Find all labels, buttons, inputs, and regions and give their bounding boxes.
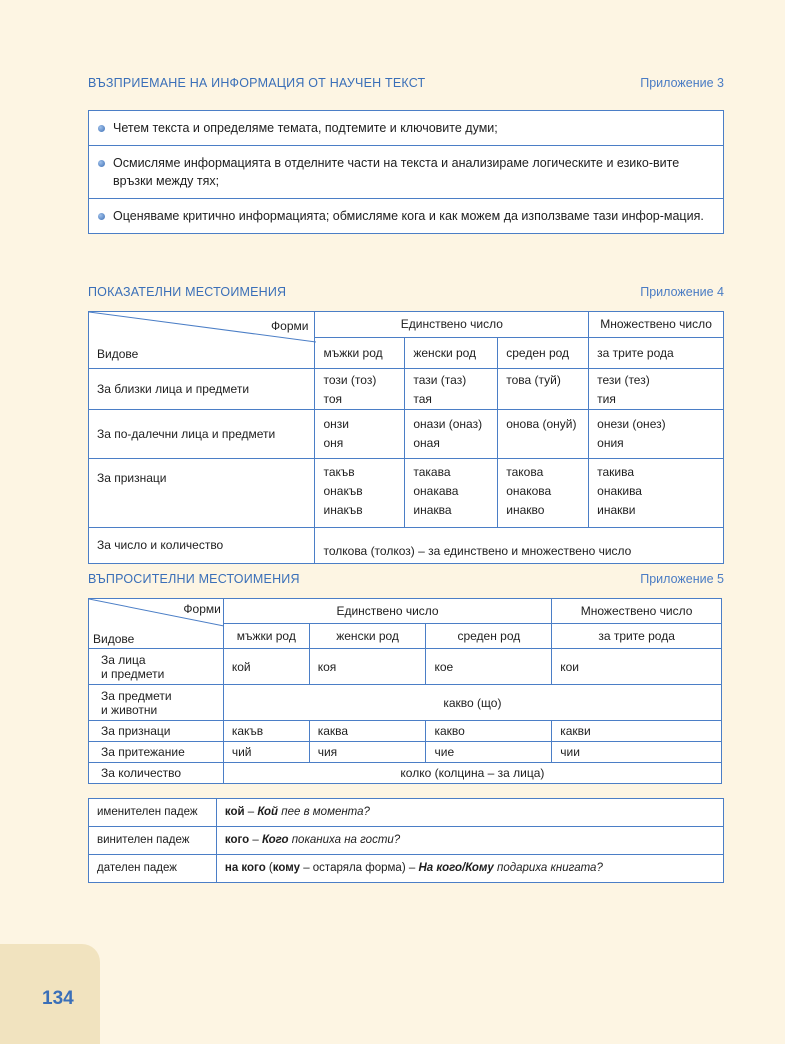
table-row [89, 459, 724, 528]
form-text: това (туй) [506, 373, 561, 387]
table-row [89, 649, 722, 685]
table-row [89, 763, 722, 784]
bullet-item [89, 146, 723, 199]
table-cell [315, 410, 405, 459]
table-row [89, 369, 724, 410]
table-cell [589, 369, 724, 410]
table-cell: какви [552, 721, 722, 742]
form-text: онова (онуй) [506, 417, 577, 431]
form-text: тоя [323, 392, 343, 406]
form-text: такъв [323, 465, 355, 479]
kinds-label: Видове [97, 347, 139, 361]
demonstrative-pronouns-table [88, 311, 724, 564]
kinds-label: Видове [93, 632, 135, 646]
gender-header: за трите рода [589, 338, 724, 369]
table-cell [315, 459, 405, 528]
section1-appendix: Приложение 3 [640, 76, 724, 90]
row-label: За количество [89, 763, 224, 784]
page-number: 134 [42, 988, 74, 1009]
table-cell: чий [223, 742, 309, 763]
case-example [216, 827, 723, 855]
bullet-item [89, 199, 723, 233]
table-row [89, 721, 722, 742]
case-name: дателен падеж [89, 855, 217, 883]
example-text: подариха книгата? [493, 862, 603, 874]
form-text: онакъв [323, 484, 363, 498]
plural-header: Множествено число [589, 312, 724, 338]
plural-header: Множествено число [552, 599, 722, 624]
table-cell [405, 459, 498, 528]
example-bold: На кого/Кому [418, 862, 494, 874]
form-text: онакова [506, 484, 552, 498]
count-value: толкова (толкоз) – за единствено и множествено число [315, 528, 724, 564]
text: ( [265, 862, 273, 874]
row-label [89, 685, 224, 721]
row-label: За по-далечни лица и предмети [89, 410, 315, 459]
table-cell: какво [426, 721, 552, 742]
table-cell: кои [552, 649, 722, 685]
example-bold: Кой [257, 806, 279, 818]
row-label: За притежание [89, 742, 224, 763]
example-text: пее в момента? [278, 806, 370, 818]
table-cell [315, 369, 405, 410]
form-text: инакви [597, 503, 636, 517]
example-text: поканиха на гости? [288, 834, 401, 846]
case-example [216, 799, 723, 827]
form-text: такова [506, 465, 544, 479]
pronoun: кому [272, 862, 300, 874]
row-label: За признаци [89, 459, 315, 528]
table-cell: коя [309, 649, 426, 685]
case-name: именителен падеж [89, 799, 217, 827]
gender-header: за трите рода [552, 624, 722, 649]
section3-header [88, 572, 724, 590]
row-label-line: За предмети [101, 688, 172, 703]
table-row [89, 410, 724, 459]
bullet-item [89, 111, 723, 146]
form-text: тази (таз) [413, 373, 467, 387]
bullet-text: Четем текста и определяме темата, подтемите и ключовите думи; [113, 121, 498, 135]
table-row [89, 685, 722, 721]
table-cell [405, 410, 498, 459]
bullet-text: Оценяваме критично информацията; обмисляме кога и как можем да използваме тази инфор-мация. [113, 209, 704, 223]
form-text: инаква [413, 503, 452, 517]
row-label: За число и количество [89, 528, 315, 564]
table-corner-cell [89, 312, 315, 369]
pronoun: кой [224, 806, 245, 818]
form-text: онзи [323, 417, 349, 431]
form-text: онакава [413, 484, 459, 498]
table-cell: колко (колцина – за лица) [223, 763, 721, 784]
table-cell [498, 369, 589, 410]
row-label-line: и предмети [101, 666, 165, 681]
row-label: За признаци [89, 721, 224, 742]
gender-header: мъжки род [223, 624, 309, 649]
row-label-line: и животни [101, 702, 158, 717]
example-bold: Кого [261, 834, 289, 846]
bullet-icon [98, 213, 105, 220]
gender-header: женски род [405, 338, 498, 369]
table-row [89, 799, 724, 827]
form-text: такава [413, 465, 451, 479]
interrogative-pronouns-table [88, 598, 722, 784]
table-cell: кое [426, 649, 552, 685]
table-cell [405, 369, 498, 410]
dash: – [249, 834, 262, 846]
table-cell: какъв [223, 721, 309, 742]
table-cell: чия [309, 742, 426, 763]
case-example [216, 855, 723, 883]
pronoun: кого [224, 834, 250, 846]
table-corner-cell [89, 599, 224, 649]
form-text: инакъв [323, 503, 363, 517]
table-cell [589, 459, 724, 528]
bullet-text: Осмисляме информацията в отделните части на текста и анализираме логическите и езико-вите връзки между тях; [113, 156, 680, 188]
form-text: такива [597, 465, 635, 479]
table-cell [498, 410, 589, 459]
row-label-line: За лица [101, 652, 146, 667]
section3-appendix: Приложение 5 [640, 572, 724, 586]
table-cell [589, 410, 724, 459]
bullet-icon [98, 160, 105, 167]
table-cell: каква [309, 721, 426, 742]
pronoun: на кого [224, 862, 266, 874]
form-text: оная [413, 436, 440, 450]
section1-bullet-box [88, 110, 724, 234]
section1-title: ВЪЗПРИЕМАНЕ НА ИНФОРМАЦИЯ ОТ НАУЧЕН ТЕКСТ [88, 76, 426, 90]
form-text: този (тоз) [323, 373, 377, 387]
table-cell: кой [223, 649, 309, 685]
forms-label: Форми [183, 602, 221, 616]
form-text: онакива [597, 484, 642, 498]
table-cell: какво (що) [223, 685, 721, 721]
text: – остаряла форма) – [300, 862, 419, 874]
case-name: винителен падеж [89, 827, 217, 855]
cases-table [88, 798, 724, 883]
table-cell [498, 459, 589, 528]
form-text: онази (оназ) [413, 417, 483, 431]
gender-header: среден род [498, 338, 589, 369]
form-text: тези (тез) [597, 373, 650, 387]
singular-header: Единствено число [223, 599, 551, 624]
table-cell: чии [552, 742, 722, 763]
table-cell: чие [426, 742, 552, 763]
row-label: За близки лица и предмети [89, 369, 315, 410]
row-label [89, 649, 224, 685]
bullet-icon [98, 125, 105, 132]
section3-title: ВЪПРОСИТЕЛНИ МЕСТОИМЕНИЯ [88, 572, 300, 586]
form-text: тия [597, 392, 616, 406]
form-text: оня [323, 436, 344, 450]
forms-label: Форми [271, 319, 309, 333]
section1-header [88, 76, 724, 94]
form-text: тая [413, 392, 432, 406]
gender-header: мъжки род [315, 338, 405, 369]
singular-header: Единствено число [315, 312, 589, 338]
section2-header [88, 285, 724, 303]
table-row [89, 827, 724, 855]
form-text: инакво [506, 503, 545, 517]
form-text: ония [597, 436, 624, 450]
gender-header: женски род [309, 624, 426, 649]
table-row [89, 742, 722, 763]
table-row [89, 855, 724, 883]
section2-title: ПОКАЗАТЕЛНИ МЕСТОИМЕНИЯ [88, 285, 287, 299]
section2-appendix: Приложение 4 [640, 285, 724, 299]
dash: – [244, 806, 258, 818]
table-row [89, 528, 724, 564]
gender-header: среден род [426, 624, 552, 649]
form-text: онези (онез) [597, 417, 666, 431]
